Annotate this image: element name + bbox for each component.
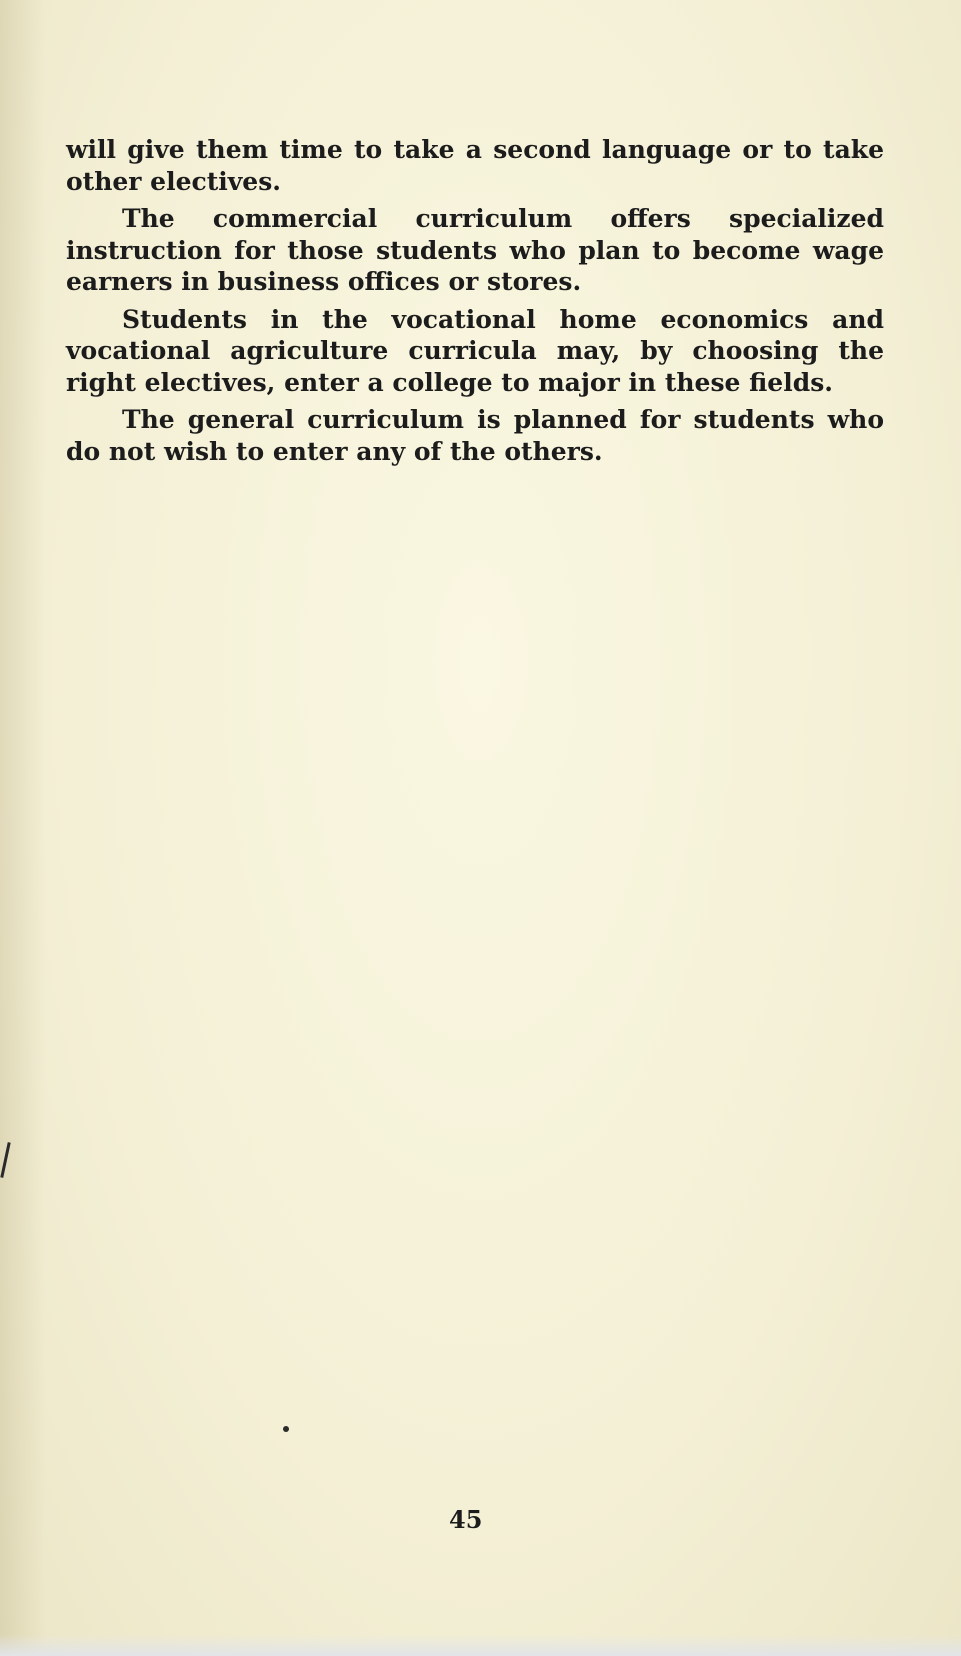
page-left-shadow bbox=[0, 0, 46, 1656]
paragraph-commercial-curriculum: The commercial curriculum offers specialized instruction for those students who plan to become wage earners in business offices or stores. bbox=[66, 204, 884, 296]
page-bottom-edge bbox=[0, 1634, 961, 1656]
paragraph-vocational-curricula: Students in the vocational home economics and vocational agriculture curricula may, by choosing the right electives, enter a college to major in these fields. bbox=[66, 304, 884, 397]
paragraph-general-curriculum: The general curriculum is planned for students who do not wish to enter any of the others. bbox=[66, 405, 884, 466]
page-number: 45 bbox=[449, 1505, 483, 1534]
paragraph-continued: will give them time to take a second language or to take other electives. bbox=[66, 135, 884, 196]
body-text bbox=[66, 134, 884, 473]
ink-speck bbox=[283, 1426, 289, 1432]
